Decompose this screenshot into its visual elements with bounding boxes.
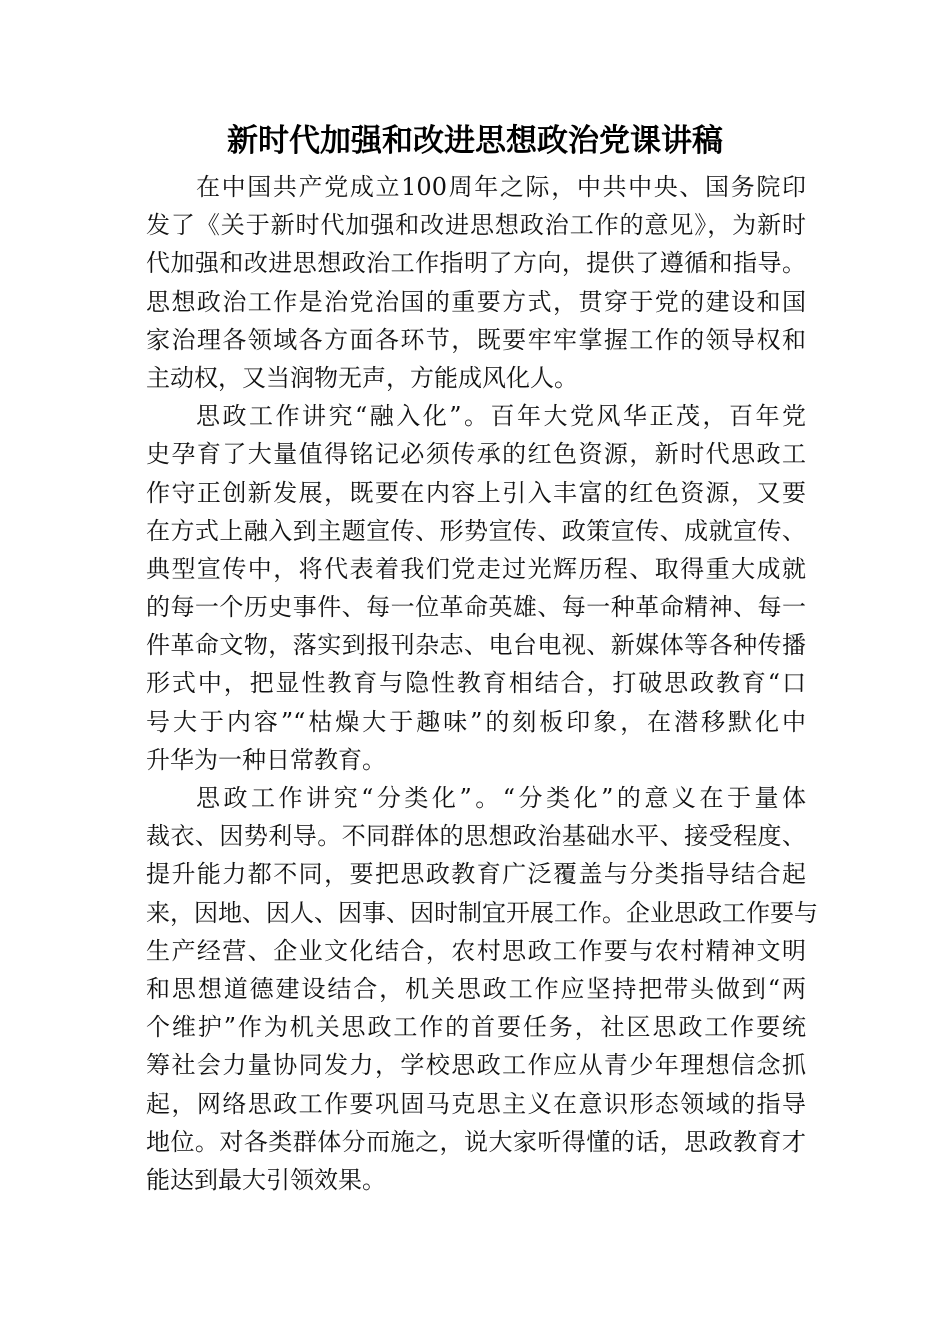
paragraph-line: 号大于内容”“枯燥大于趣味”的刻板印象，在潜移默化中 [146,707,806,736]
paragraph-line: 思政工作讲究“融入化”。百年大党风华正茂，百年党 [196,402,806,431]
paragraph-line: 筹社会力量协同发力，学校思政工作应从青少年理想信念抓 [146,1051,806,1080]
paragraph-line: 和思想道德建设结合，机关思政工作应坚持把带头做到“两 [146,974,806,1003]
paragraph-line: 主动权，又当润物无声，方能成风化人。 [146,363,578,392]
paragraph-line: 的每一个历史事件、每一位革命英雄、每一种革命精神、每一 [146,593,806,622]
paragraph-line: 提升能力都不同，要把思政教育广泛覆盖与分类指导结合起 [146,860,806,889]
paragraph-line: 件革命文物，落实到报刊杂志、电台电视、新媒体等各种传播 [146,631,806,660]
paragraph-line: 起，网络思政工作要巩固马克思主义在意识形态领域的指导 [146,1089,806,1118]
paragraph-line: 升华为一种日常教育。 [146,745,386,774]
paragraph-line: 在中国共产党成立100周年之际，中共中央、国务院印 [196,173,806,201]
paragraph-line: 代加强和改进思想政治工作指明了方向，提供了遵循和指导。 [146,249,806,278]
paragraph [146,397,806,779]
paragraph-line: 史孕育了大量值得铭记必须传承的红色资源，新时代思政工 [146,440,806,469]
paragraph-line: 来，因地、因人、因事、因时制宜开展工作。企业思政工作要与 [146,898,818,927]
paragraph-line: 典型宣传中，将代表着我们党走过光辉历程、取得重大成就 [146,554,806,583]
document-title: 新时代加强和改进思想政治党课讲稿 [227,123,723,159]
paragraph-line: 能达到最大引领效果。 [146,1165,386,1194]
paragraph-line: 形式中，把显性教育与隐性教育相结合，打破思政教育“口 [146,669,806,698]
paragraph-line: 裁衣、因势利导。不同群体的思想政治基础水平、接受程度、 [146,822,806,851]
paragraph-line: 个维护”作为机关思政工作的首要任务，社区思政工作要统 [146,1013,806,1042]
document-body [146,168,818,1199]
paragraph-line: 发了《关于新时代加强和改进思想政治工作的意见》，为新时 [146,211,806,240]
paragraph-line: 生产经营、企业文化结合，农村思政工作要与农村精神文明 [146,936,806,965]
paragraph-line: 地位。对各类群体分而施之，说大家听得懂的话，思政教育才 [146,1127,806,1156]
paragraph-line: 思想政治工作是治党治国的重要方式，贯穿于党的建设和国 [146,287,806,316]
paragraph-line: 家治理各领域各方面各环节，既要牢牢掌握工作的领导权和 [146,325,806,354]
paragraph-line: 作守正创新发展，既要在内容上引入丰富的红色资源，又要 [146,478,806,507]
paragraph [146,168,806,397]
paragraph-line: 在方式上融入到主题宣传、形势宣传、政策宣传、成就宣传、 [146,516,806,545]
paragraph [146,779,818,1199]
paragraph-line: 思政工作讲究“分类化”。“分类化”的意义在于量体 [196,784,806,812]
